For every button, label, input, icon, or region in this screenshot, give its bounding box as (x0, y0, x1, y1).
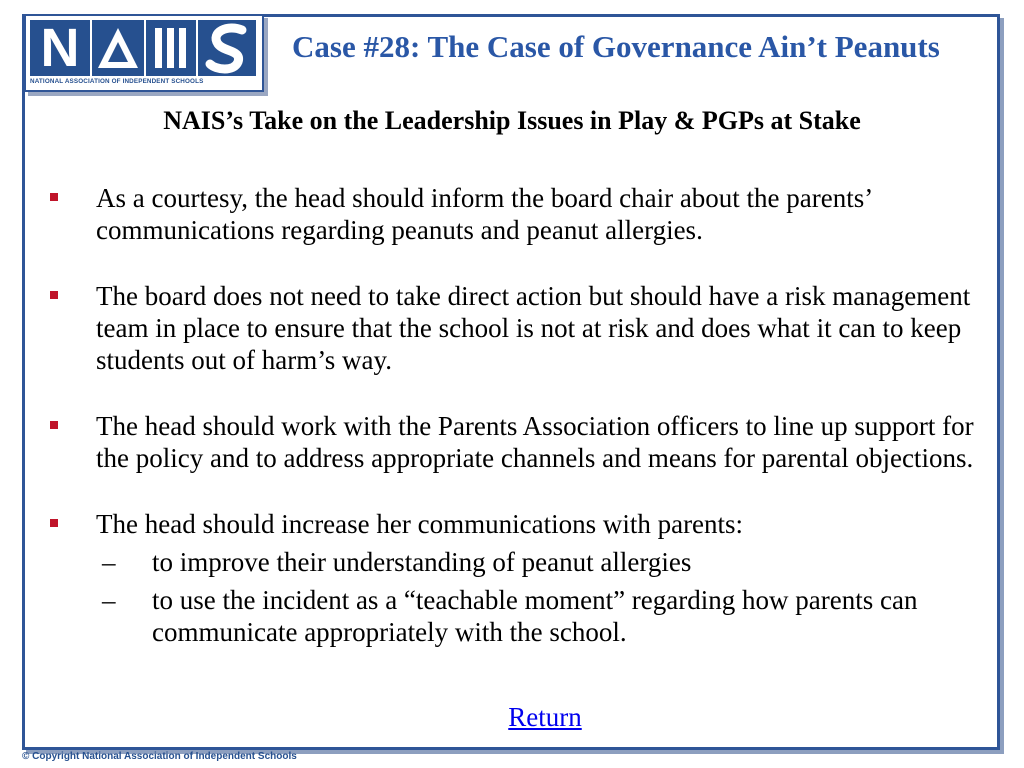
sub-bullet-item (50, 546, 995, 578)
bullet-item (50, 182, 995, 246)
bullet-text: The head should work with the Parents Association officers to line up support for the policy and to address appropriate channels and means for parental objections. (96, 411, 974, 473)
bullet-text: The board does not need to take direct action but should have a risk management team in place to ensure that the school is not at risk and does what it can to keep students out of harm’s way. (96, 281, 971, 375)
copyright-text: © Copyright National Association of Independent Schools (22, 751, 297, 762)
sub-bullet-text: to use the incident as a “teachable moment” regarding how parents can communicate appropriately with the school. (152, 585, 918, 647)
bullet-text: As a courtesy, the head should inform the board chair about the parents’ communications regarding peanuts and peanut allergies. (96, 183, 872, 245)
sub-bullet-text: to improve their understanding of peanut allergies (152, 547, 692, 577)
dash-marker: – (102, 585, 116, 615)
square-bullet-icon (50, 291, 58, 299)
nais-logo (24, 14, 264, 92)
dash-marker: – (102, 547, 116, 577)
square-bullet-icon (50, 193, 58, 201)
logo-block-s (198, 20, 256, 76)
bullet-text: The head should increase her communications with parents: (96, 509, 744, 539)
bullet-list (50, 182, 995, 648)
swirl-s-icon (198, 20, 256, 76)
logo-block-triangle (92, 20, 144, 76)
return-link[interactable]: Return (508, 702, 582, 732)
columns-icon (146, 20, 196, 76)
triangle-icon (92, 20, 144, 76)
square-bullet-icon (50, 519, 58, 527)
bullet-item (50, 280, 995, 376)
logo-block-n (30, 20, 90, 76)
slide-subtitle: NAIS’s Take on the Leadership Issues in Play & PGPs at Stake (163, 106, 861, 135)
logo-blocks (30, 20, 256, 76)
square-bullet-icon (50, 421, 58, 429)
logo-subtitle: NATIONAL ASSOCIATION OF INDEPENDENT SCHOOLS (30, 78, 204, 85)
bullet-item (50, 508, 995, 540)
slide-title: Case #28: The Case of Governance Ain’t Peanuts (292, 29, 940, 64)
logo-letter-n: N (40, 18, 80, 78)
bullet-item (50, 410, 995, 474)
sub-bullet-item (50, 584, 995, 648)
logo-block-columns (146, 20, 196, 76)
